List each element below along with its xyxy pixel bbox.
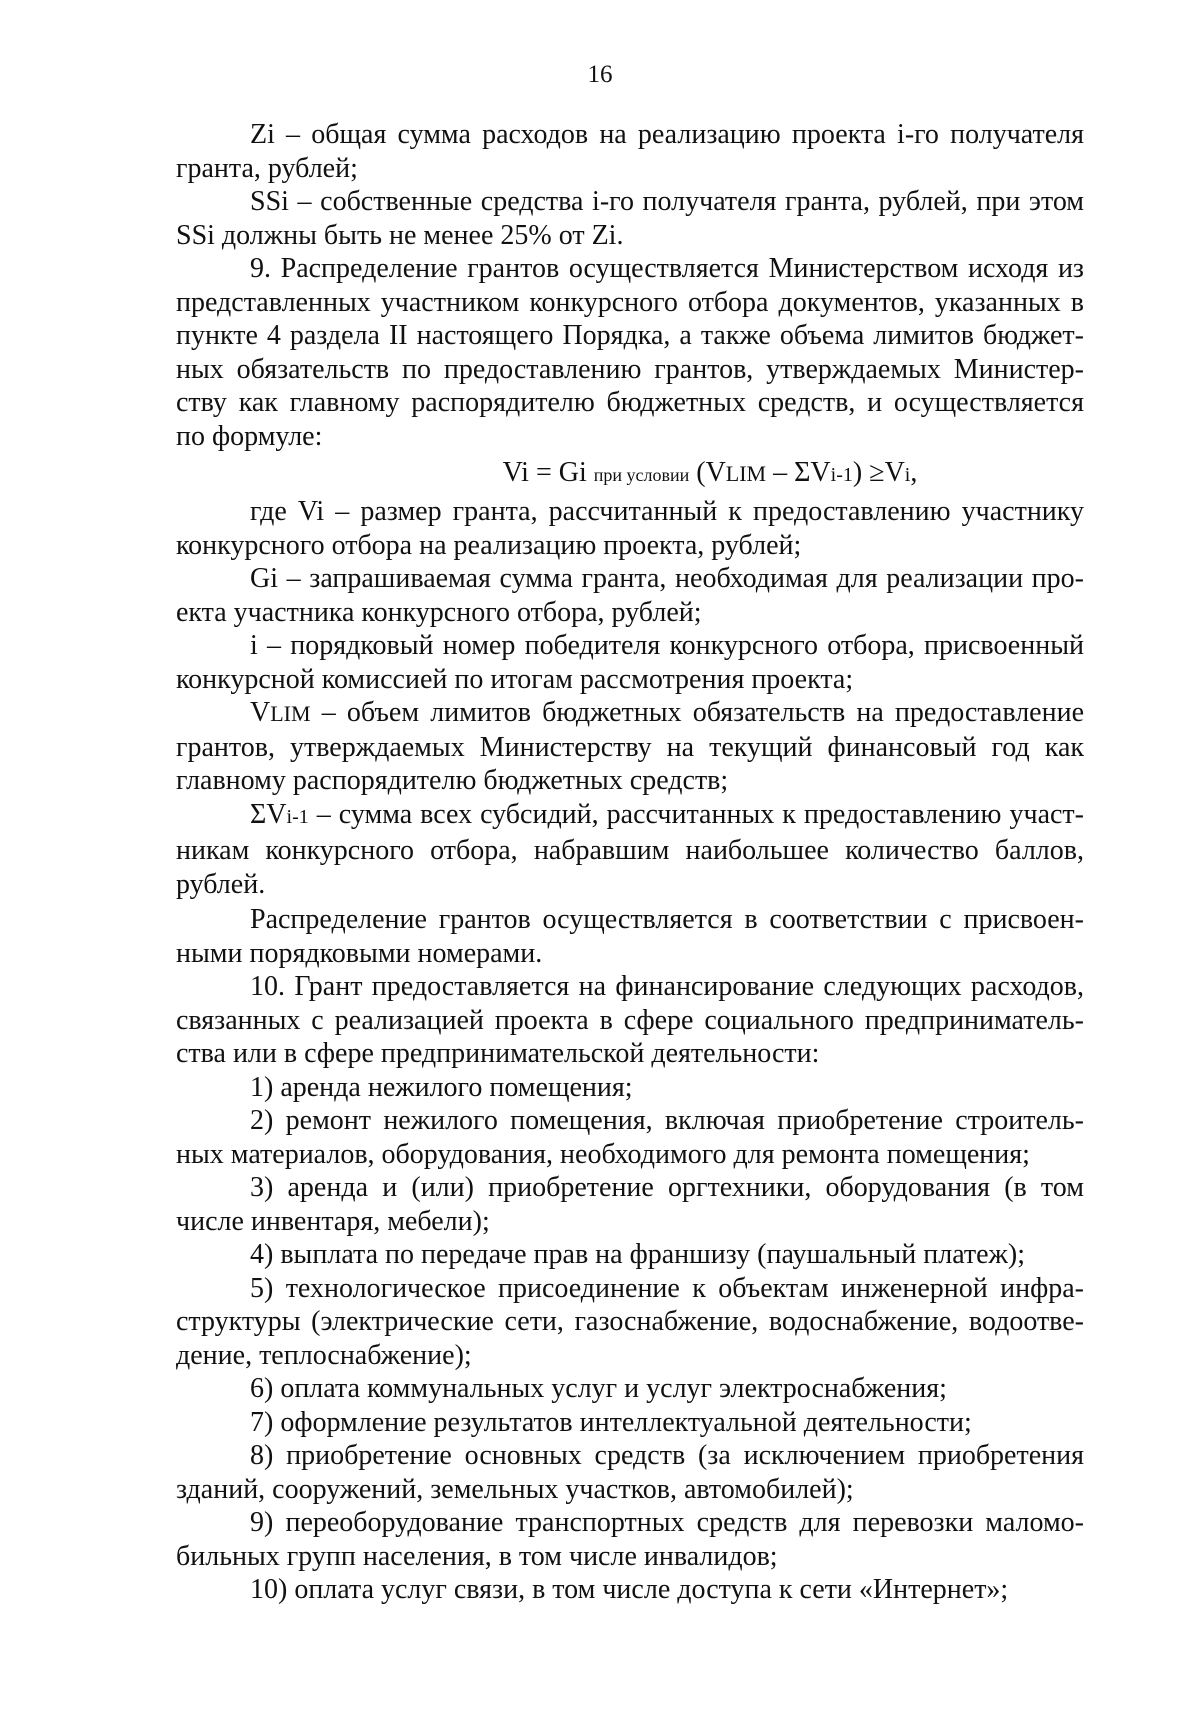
- vlim-lim: LIM: [270, 701, 311, 726]
- sum-sigma: ΣV: [250, 798, 287, 830]
- formula-close: ) ≥V: [852, 457, 905, 488]
- sum-sub: i-1: [286, 805, 309, 828]
- list-item: 9) переоборудование транспортных средств для перевозки маломобильных групп населения, в том числе инвалидов;: [176, 1507, 1084, 1572]
- list-item: 10) оплата услуг связи, в том числе доступа к сети «Интернет»;: [250, 1574, 1009, 1605]
- paragraph-zi: Zi – общая сумма расходов на реализацию проекта i-го получателя гранта, рублей;: [176, 119, 1084, 184]
- definition-gi: Gi – запрашиваемая сумма гранта, необходимая для реализации проекта участника конкурсного отбора, рублей;: [176, 563, 1084, 628]
- formula-end: ,: [910, 457, 918, 488]
- formula-condition: при условии: [593, 465, 690, 485]
- formula-lhs: Vi = Gi: [502, 457, 587, 488]
- list-item: 6) оплата коммунальных услуг и услуг электроснабжения;: [250, 1373, 947, 1404]
- paragraph-9: 9. Распределение грантов осуществляется Министерством исходя из представленных участником конкурсного отбора документов, указанных в пункте 4 раздела II настоящего Порядка, а также объема лимитов бюджетных обязательств по предоставлению грантов, утверждаемых Министерству как главному распорядителю бюджетных средств, и осуществляется по формуле:: [176, 253, 1084, 452]
- paragraph-distribution: Распределение грантов осуществляется в соответствии с присвоенными порядковыми номерами.: [176, 904, 1084, 969]
- list-item: 8) приобретение основных средств (за исключением приобретения зданий, сооружений, земельных участков, автомобилей);: [176, 1440, 1084, 1505]
- formula-open: (V: [696, 457, 726, 488]
- formula-sub: i-1: [830, 464, 853, 486]
- formula-sub2: i: [904, 464, 911, 486]
- formula-minus: – ΣV: [766, 457, 831, 488]
- document-body: [176, 118, 1084, 1607]
- page-number: 16: [587, 61, 613, 88]
- formula-lim: LIM: [725, 461, 767, 486]
- formula: [176, 453, 1084, 495]
- definition-vi: где Vi – размер гранта, рассчитанный к предоставлению участнику конкурсного отбора на реализацию проекта, рублей;: [176, 496, 1084, 561]
- list-item: 2) ремонт нежилого помещения, включая приобретение строительных материалов, оборудования, необходимого для ремонта помещения;: [176, 1105, 1084, 1170]
- definition-sum: [176, 798, 1084, 902]
- definition-vlim: [176, 696, 1084, 798]
- list-item: 7) оформление результатов интеллектуальной деятельности;: [250, 1406, 972, 1438]
- vlim-v: V: [250, 697, 271, 728]
- list-item: 1) аренда нежилого помещения;: [250, 1071, 633, 1103]
- definition-i: i – порядковый номер победителя конкурсного отбора, присвоенный конкурсной комиссией по итогам рассмотрения проекта;: [176, 630, 1084, 695]
- paragraph-ssi: SSi – собственные средства i-го получателя гранта, рублей, при этом SSi должны быть не менее 25% от Zi.: [176, 186, 1084, 251]
- list-item: 3) аренда и (или) приобретение оргтехники, оборудования (в том числе инвентаря, мебели);: [176, 1172, 1084, 1237]
- sum-text: – сумма всех субсидий, рассчитанных к предоставлению участникам конкурсного отбора, набравшим наибольшее количество баллов, рублей.: [176, 798, 1084, 900]
- vlim-text: – объем лимитов бюджетных обязательств на предоставление грантов, утверждаемых Министерству на текущий финансовый год как главному распорядителю бюджетных средств;: [176, 697, 1084, 796]
- paragraph-10: 10. Грант предоставляется на финансирование следующих расходов, связанных с реализацией проекта в сфере социального предпринимательства или в сфере предпринимательской деятельности:: [176, 971, 1084, 1069]
- list-item: 5) технологическое присоединение к объектам инженерной инфраструктуры (электрические сети, газоснабжение, водоснабжение, водоотведение, теплоснабжение);: [176, 1272, 1084, 1371]
- list-item: 4) выплата по передаче прав на франшизу (паушальный платеж);: [250, 1239, 1026, 1270]
